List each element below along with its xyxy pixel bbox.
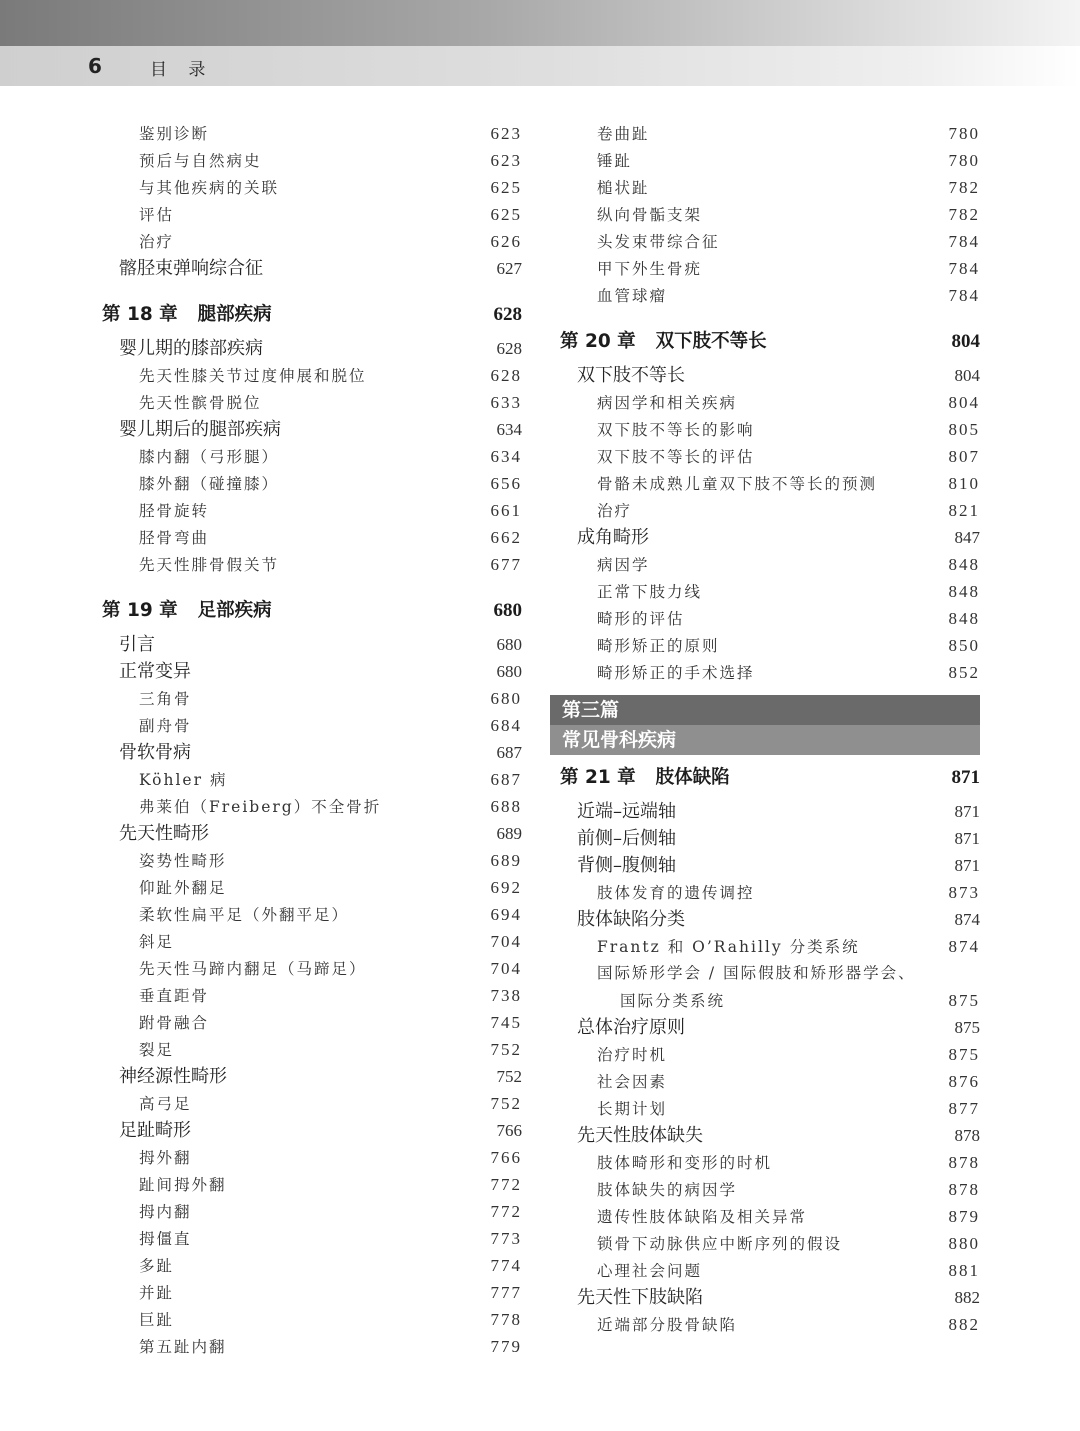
entry-title: 先天性畸形 <box>119 823 209 844</box>
page-number: 6 <box>88 54 102 78</box>
chapter-number: 第 18 章 <box>102 304 178 325</box>
page-ref: 738 <box>490 986 522 1005</box>
entry-title: 治疗 <box>139 233 175 251</box>
part-title: 常见骨科疾病 <box>550 725 980 755</box>
chapter-label <box>560 322 767 362</box>
toc-entry[interactable] <box>102 1333 522 1360</box>
page-ref: 625 <box>490 178 522 197</box>
toc-entry[interactable] <box>102 658 522 685</box>
entry-title: 膝内翻（弓形腿） <box>139 448 280 466</box>
entry-title: 骨软骨病 <box>119 742 191 763</box>
entry-title: 神经源性畸形 <box>119 1066 227 1087</box>
chapter-label <box>560 758 730 798</box>
chapter-entry[interactable] <box>102 591 522 631</box>
page-ref: 704 <box>490 959 522 978</box>
toc-entry[interactable] <box>102 1171 522 1198</box>
toc-entry[interactable] <box>560 524 980 551</box>
entry-title: 跗骨融合 <box>139 1014 210 1032</box>
toc-entry[interactable] <box>560 1230 980 1257</box>
page-ref: 784 <box>948 259 980 278</box>
page-ref: 628 <box>493 304 522 325</box>
entry-title: 斜足 <box>139 933 175 951</box>
toc-entry[interactable] <box>102 416 522 443</box>
toc-right-column-lower <box>560 753 980 1338</box>
page-ref: 878 <box>948 1180 980 1199</box>
entry-title: 槌状趾 <box>597 179 650 197</box>
toc-entry[interactable] <box>560 879 980 906</box>
toc-entry[interactable] <box>102 497 522 524</box>
toc-entry[interactable] <box>102 739 522 766</box>
entry-title: 胫骨弯曲 <box>139 529 210 547</box>
page-ref: 752 <box>496 1067 522 1086</box>
entry-title: 畸形的评估 <box>597 610 685 628</box>
entry-title: 骨骼未成熟儿童双下肢不等长的预测 <box>597 475 878 493</box>
page-ref: 680 <box>490 689 522 708</box>
entry-title: 裂足 <box>139 1041 175 1059</box>
entry-title: 髂胫束弹响综合征 <box>119 258 263 279</box>
page-ref: 784 <box>948 286 980 305</box>
toc-entry[interactable] <box>102 470 522 497</box>
page-ref: 692 <box>490 878 522 897</box>
entry-title: 拇内翻 <box>139 1203 192 1221</box>
toc-entry[interactable] <box>102 524 522 551</box>
page-ref: 880 <box>948 1234 980 1253</box>
page-ref: 777 <box>490 1283 522 1302</box>
page-ref: 689 <box>496 824 522 843</box>
toc-entry[interactable] <box>560 201 980 228</box>
entry-title: 肢体缺陷分类 <box>577 909 685 930</box>
toc-entry[interactable] <box>102 928 522 955</box>
entry-title: 先天性马蹄内翻足（马蹄足） <box>139 960 367 978</box>
page-ref: 879 <box>948 1207 980 1226</box>
entry-title: 国际矫形学会 / 国际假肢和矫形器学会、 <box>597 964 916 982</box>
page-ref: 752 <box>490 1094 522 1113</box>
page-ref: 782 <box>948 178 980 197</box>
page-ref: 782 <box>948 205 980 224</box>
page-ref: 875 <box>948 1045 980 1064</box>
entry-title: 趾间拇外翻 <box>139 1176 227 1194</box>
toc-entry[interactable] <box>560 1149 980 1176</box>
toc-entry[interactable] <box>102 955 522 982</box>
toc-entry[interactable] <box>102 712 522 739</box>
entry-title: 先天性肢体缺失 <box>577 1125 703 1146</box>
part-number: 第三篇 <box>550 695 980 725</box>
page-ref: 848 <box>948 609 980 628</box>
entry-title: 双下肢不等长的评估 <box>597 448 755 466</box>
entry-title: 引言 <box>119 634 155 655</box>
toc-entry[interactable] <box>102 1144 522 1171</box>
part-heading <box>550 695 980 755</box>
entry-title: 先天性髌骨脱位 <box>139 394 262 412</box>
entry-title: 先天性腓骨假关节 <box>139 556 280 574</box>
toc-entry[interactable] <box>560 987 980 1014</box>
toc-entry[interactable] <box>560 1176 980 1203</box>
toc-entry[interactable] <box>102 1225 522 1252</box>
entry-title: 血管球瘤 <box>597 287 668 305</box>
toc-entry[interactable] <box>560 578 980 605</box>
toc-entry[interactable] <box>102 551 522 578</box>
entry-title: 治疗时机 <box>597 1046 668 1064</box>
entry-title: 先天性膝关节过度伸展和脱位 <box>139 367 367 385</box>
entry-title: 畸形矫正的手术选择 <box>597 664 755 682</box>
page-ref: 752 <box>490 1040 522 1059</box>
entry-title: 姿势性畸形 <box>139 852 227 870</box>
entry-title: 正常变异 <box>119 661 191 682</box>
page-ref: 677 <box>490 555 522 574</box>
toc-entry[interactable] <box>102 847 522 874</box>
page-ref: 656 <box>490 474 522 493</box>
toc-entry[interactable] <box>560 228 980 255</box>
toc-entry[interactable] <box>560 632 980 659</box>
toc-entry[interactable] <box>560 497 980 524</box>
page-ref: 780 <box>948 124 980 143</box>
page-ref: 634 <box>490 447 522 466</box>
page-ref: 766 <box>496 1121 522 1140</box>
page-ref: 810 <box>948 474 980 493</box>
entry-title: 评估 <box>139 206 175 224</box>
toc-entry[interactable] <box>102 1009 522 1036</box>
entry-title: 弗莱伯（Freiberg）不全骨折 <box>139 798 382 816</box>
page-ref: 873 <box>948 883 980 902</box>
page-ref: 680 <box>493 600 522 621</box>
page-ref: 687 <box>496 743 522 762</box>
page-ref: 877 <box>948 1099 980 1118</box>
toc-entry[interactable] <box>560 933 980 960</box>
entry-title: 近端–远端轴 <box>577 801 676 822</box>
chapter-title: 双下肢不等长 <box>655 331 767 352</box>
entry-title: 鉴别诊断 <box>139 125 210 143</box>
page-ref: 876 <box>948 1072 980 1091</box>
entry-title: 副舟骨 <box>139 717 192 735</box>
entry-title: 病因学和相关疾病 <box>597 394 738 412</box>
page-ref: 804 <box>954 366 980 385</box>
toc-entry[interactable] <box>102 443 522 470</box>
page-ref: 881 <box>948 1261 980 1280</box>
toc-entry[interactable] <box>102 1198 522 1225</box>
page-ref: 766 <box>490 1148 522 1167</box>
page-ref: 772 <box>490 1202 522 1221</box>
chapter-number: 第 19 章 <box>102 600 178 621</box>
toc-entry[interactable] <box>102 631 522 658</box>
page-ref: 773 <box>490 1229 522 1248</box>
toc-entry[interactable] <box>102 1252 522 1279</box>
chapter-label <box>102 295 272 335</box>
toc-entry[interactable] <box>102 389 522 416</box>
toc-entry[interactable] <box>560 1095 980 1122</box>
page-ref: 807 <box>948 447 980 466</box>
toc-entry[interactable] <box>560 798 980 825</box>
page-ref: 661 <box>490 501 522 520</box>
toc-entry[interactable] <box>102 1279 522 1306</box>
chapter-entry[interactable] <box>102 295 522 335</box>
toc-entry[interactable] <box>102 1090 522 1117</box>
toc-entry[interactable] <box>560 659 980 686</box>
toc-right-column <box>560 120 980 686</box>
page-ref: 871 <box>954 856 980 875</box>
page-ref: 805 <box>948 420 980 439</box>
page-ref: 882 <box>954 1288 980 1307</box>
toc-entry[interactable] <box>102 685 522 712</box>
running-head: 目 录 <box>150 60 214 80</box>
toc-entry[interactable] <box>102 362 522 389</box>
toc-entry[interactable] <box>560 282 980 309</box>
toc-entry[interactable] <box>560 470 980 497</box>
entry-title: 前侧–后侧轴 <box>577 828 676 849</box>
page-ref: 871 <box>954 802 980 821</box>
page-ref: 804 <box>948 393 980 412</box>
entry-title: 拇外翻 <box>139 1149 192 1167</box>
entry-title: 头发束带综合征 <box>597 233 720 251</box>
page-ref: 625 <box>490 205 522 224</box>
page-ref: 848 <box>948 555 980 574</box>
entry-title: 卷曲趾 <box>597 125 650 143</box>
page-ref: 633 <box>490 393 522 412</box>
entry-title: 畸形矫正的原则 <box>597 637 720 655</box>
page-ref: 852 <box>948 663 980 682</box>
page-ref: 626 <box>490 232 522 251</box>
toc-entry[interactable] <box>102 820 522 847</box>
entry-title: 肢体发育的遗传调控 <box>597 884 755 902</box>
entry-title: 三角骨 <box>139 690 192 708</box>
toc-entry[interactable] <box>560 120 980 147</box>
toc-entry[interactable] <box>102 1063 522 1090</box>
page-ref: 684 <box>490 716 522 735</box>
toc-entry[interactable] <box>102 228 522 255</box>
entry-title: 高弓足 <box>139 1095 192 1113</box>
chapter-entry[interactable] <box>560 758 980 798</box>
entry-title: 膝外翻（碰撞膝） <box>139 475 280 493</box>
chapter-title: 腿部疾病 <box>197 304 272 325</box>
entry-title: 双下肢不等长的影响 <box>597 421 755 439</box>
page-ref: 680 <box>496 635 522 654</box>
entry-title: 足趾畸形 <box>119 1120 191 1141</box>
entry-title: 社会因素 <box>597 1073 668 1091</box>
entry-title: 预后与自然病史 <box>139 152 262 170</box>
toc-entry[interactable] <box>560 1257 980 1284</box>
entry-title: 锁骨下动脉供应中断序列的假设 <box>597 1235 843 1253</box>
entry-title: 婴儿期后的腿部疾病 <box>119 419 281 440</box>
page-ref: 694 <box>490 905 522 924</box>
toc-entry[interactable] <box>102 901 522 928</box>
toc-entry[interactable] <box>102 1036 522 1063</box>
chapter-number: 第 21 章 <box>560 767 636 788</box>
toc-entry[interactable] <box>560 1311 980 1338</box>
entry-title: 国际分类系统 <box>620 992 726 1010</box>
page-ref: 874 <box>954 910 980 929</box>
page-ref: 882 <box>948 1315 980 1334</box>
page-ref: 871 <box>951 767 980 788</box>
toc-entry[interactable] <box>560 443 980 470</box>
entry-title: 正常下肢力线 <box>597 583 703 601</box>
toc-entry[interactable] <box>560 605 980 632</box>
entry-title: 背侧–腹侧轴 <box>577 855 676 876</box>
entry-title: 心理社会问题 <box>597 1262 703 1280</box>
entry-title: 治疗 <box>597 502 633 520</box>
toc-entry[interactable] <box>102 766 522 793</box>
toc-entry[interactable] <box>560 551 980 578</box>
page-ref: 804 <box>951 331 980 352</box>
toc-entry[interactable] <box>560 362 980 389</box>
page-ref: 821 <box>948 501 980 520</box>
entry-title: Köhler 病 <box>139 771 228 789</box>
chapter-label <box>102 591 272 631</box>
page-ref: 688 <box>490 797 522 816</box>
toc-entry[interactable] <box>560 906 980 933</box>
page-ref: 689 <box>490 851 522 870</box>
toc-entry[interactable] <box>102 120 522 147</box>
page-ref: 871 <box>954 829 980 848</box>
toc-entry[interactable] <box>560 1203 980 1230</box>
entry-title: 柔软性扁平足（外翻平足） <box>139 906 350 924</box>
entry-title: 第五趾内翻 <box>139 1338 227 1356</box>
page-ref: 875 <box>954 1018 980 1037</box>
toc-entry[interactable] <box>560 1014 980 1041</box>
page-ref: 878 <box>954 1126 980 1145</box>
toc-entry[interactable] <box>102 1306 522 1333</box>
page-ref: 779 <box>490 1337 522 1356</box>
entry-title: 巨趾 <box>139 1311 175 1329</box>
entry-title: 并趾 <box>139 1284 175 1302</box>
page-ref: 778 <box>490 1310 522 1329</box>
toc-entry[interactable] <box>560 1068 980 1095</box>
entry-title: 病因学 <box>597 556 650 574</box>
entry-title: 肢体畸形和变形的时机 <box>597 1154 773 1172</box>
toc-entry[interactable] <box>102 793 522 820</box>
page-ref: 634 <box>496 420 522 439</box>
page-ref: 848 <box>948 582 980 601</box>
page-ref: 874 <box>948 937 980 956</box>
entry-title: 胫骨旋转 <box>139 502 210 520</box>
toc-left-column <box>102 120 522 1360</box>
page-ref: 850 <box>948 636 980 655</box>
toc-entry[interactable] <box>102 874 522 901</box>
page-ref: 774 <box>490 1256 522 1275</box>
toc-entry[interactable] <box>102 147 522 174</box>
toc-entry[interactable] <box>560 960 980 987</box>
entry-title: Frantz 和 O’Rahilly 分类系统 <box>597 938 860 956</box>
toc-entry[interactable] <box>560 1122 980 1149</box>
entry-title: 双下肢不等长 <box>577 365 685 386</box>
toc-entry[interactable] <box>102 201 522 228</box>
entry-title: 遗传性肢体缺陷及相关异常 <box>597 1208 808 1226</box>
page-ref: 704 <box>490 932 522 951</box>
entry-title: 成角畸形 <box>577 527 649 548</box>
entry-title: 与其他疾病的关联 <box>139 179 280 197</box>
toc-entry[interactable] <box>102 255 522 282</box>
toc-entry[interactable] <box>560 147 980 174</box>
toc-entry[interactable] <box>560 1041 980 1068</box>
entry-title: 婴儿期的膝部疾病 <box>119 338 263 359</box>
toc-entry[interactable] <box>102 982 522 1009</box>
page-ref: 745 <box>490 1013 522 1032</box>
entry-title: 近端部分股骨缺陷 <box>597 1316 738 1334</box>
page-ref: 623 <box>490 124 522 143</box>
page-ref: 628 <box>496 339 522 358</box>
toc-entry[interactable] <box>560 389 980 416</box>
entry-title: 总体治疗原则 <box>577 1017 685 1038</box>
toc-entry[interactable] <box>560 852 980 879</box>
page-ref: 623 <box>490 151 522 170</box>
page-ref: 772 <box>490 1175 522 1194</box>
page-ref: 687 <box>490 770 522 789</box>
page-ref: 780 <box>948 151 980 170</box>
chapter-entry[interactable] <box>560 322 980 362</box>
page-ref: 784 <box>948 232 980 251</box>
entry-title: 锤趾 <box>597 152 633 170</box>
entry-title: 长期计划 <box>597 1100 668 1118</box>
toc-entry[interactable] <box>560 825 980 852</box>
toc-entry[interactable] <box>102 335 522 362</box>
toc-entry[interactable] <box>102 174 522 201</box>
toc-entry[interactable] <box>102 1117 522 1144</box>
chapter-title: 肢体缺陷 <box>655 767 730 788</box>
entry-title: 多趾 <box>139 1257 175 1275</box>
page-ref: 628 <box>490 366 522 385</box>
toc-entry[interactable] <box>560 1284 980 1311</box>
chapter-title: 足部疾病 <box>197 600 272 621</box>
entry-title: 先天性下肢缺陷 <box>577 1287 703 1308</box>
page-ref: 878 <box>948 1153 980 1172</box>
page-ref: 627 <box>496 259 522 278</box>
entry-title: 垂直距骨 <box>139 987 210 1005</box>
entry-title: 拇僵直 <box>139 1230 192 1248</box>
chapter-number: 第 20 章 <box>560 331 636 352</box>
page-ref: 662 <box>490 528 522 547</box>
toc-entry[interactable] <box>560 255 980 282</box>
entry-title: 仰趾外翻足 <box>139 879 227 897</box>
entry-title: 肢体缺失的病因学 <box>597 1181 738 1199</box>
page-ref: 875 <box>948 991 980 1010</box>
page-ref: 847 <box>954 528 980 547</box>
entry-title: 甲下外生骨疣 <box>597 260 703 278</box>
entry-title: 纵向骨骺支架 <box>597 206 703 224</box>
toc-entry[interactable] <box>560 174 980 201</box>
toc-entry[interactable] <box>560 416 980 443</box>
page-ref: 680 <box>496 662 522 681</box>
